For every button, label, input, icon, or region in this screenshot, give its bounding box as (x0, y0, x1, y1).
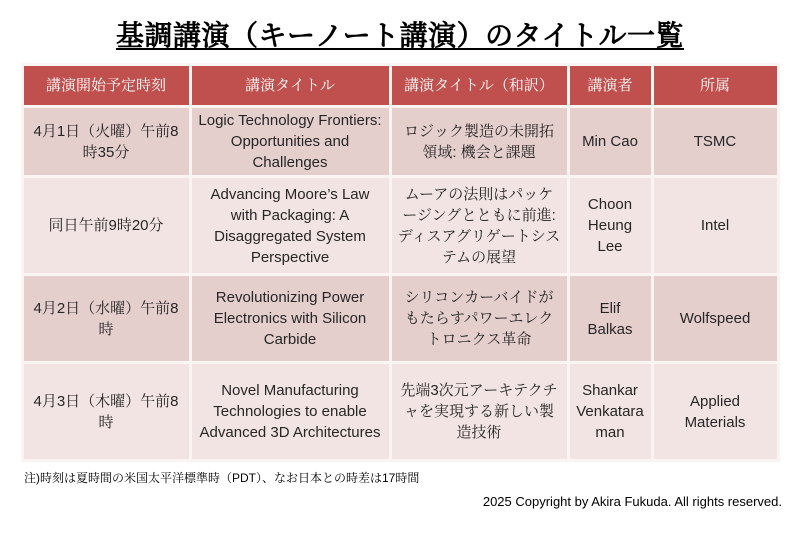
cell-title-ja: ムーアの法則はパッケージングとともに前進: ディスアグリゲートシステムの展望 (390, 177, 568, 275)
cell-start-time: 4月3日（木曜）午前8時 (22, 363, 190, 461)
cell-start-time: 4月1日（火曜）午前8時35分 (22, 107, 190, 177)
table-row (22, 177, 778, 275)
cell-title-en: Revolutionizing Power Electronics with Silicon Carbide (190, 275, 390, 363)
cell-affiliation: Intel (652, 177, 778, 275)
cell-speaker: Min Cao (568, 107, 652, 177)
cell-title-en: Advancing Moore’s Law with Packaging: A Disaggregated System Perspective (190, 177, 390, 275)
cell-title-ja: シリコンカーバイドがもたらすパワーエレクトロニクス革命 (390, 275, 568, 363)
column-header-start-time: 講演開始予定時刻 (22, 65, 190, 107)
copyright: 2025 Copyright by Akira Fukuda. All rights reserved. (482, 494, 782, 509)
cell-affiliation: TSMC (652, 107, 778, 177)
table-row (22, 107, 778, 177)
table-row (22, 275, 778, 363)
cell-title-ja: 先端3次元アーキテクチャを実現する新しい製造技術 (390, 363, 568, 461)
cell-title-ja: ロジック製造の未開拓領域: 機会と課題 (390, 107, 568, 177)
footnote: 注)時刻は夏時間の米国太平洋標準時（PDT）、なお日本との時差は17時間 (24, 471, 420, 485)
cell-speaker: Shankar Venkataraman (568, 363, 652, 461)
slide (0, 14, 800, 537)
cell-start-time: 同日午前9時20分 (22, 177, 190, 275)
column-header-speaker: 講演者 (568, 65, 652, 107)
page-title: 基調講演（キーノート講演）のタイトル一覧 (115, 20, 685, 51)
cell-affiliation: Applied Materials (652, 363, 778, 461)
cell-title-en: Logic Technology Frontiers: Opportunities and Challenges (190, 107, 390, 177)
keynote-schedule-table (21, 63, 780, 462)
column-header-title-ja: 講演タイトル（和訳） (390, 65, 568, 107)
cell-speaker: Choon Heung Lee (568, 177, 652, 275)
column-header-title-en: 講演タイトル (190, 65, 390, 107)
table-header-row (22, 65, 778, 107)
cell-title-en: Novel Manufacturing Technologies to enable Advanced 3D Architectures (190, 363, 390, 461)
cell-start-time: 4月2日（水曜）午前8時 (22, 275, 190, 363)
table-row (22, 363, 778, 461)
column-header-affiliation: 所属 (652, 65, 778, 107)
cell-speaker: Elif Balkas (568, 275, 652, 363)
cell-affiliation: Wolfspeed (652, 275, 778, 363)
